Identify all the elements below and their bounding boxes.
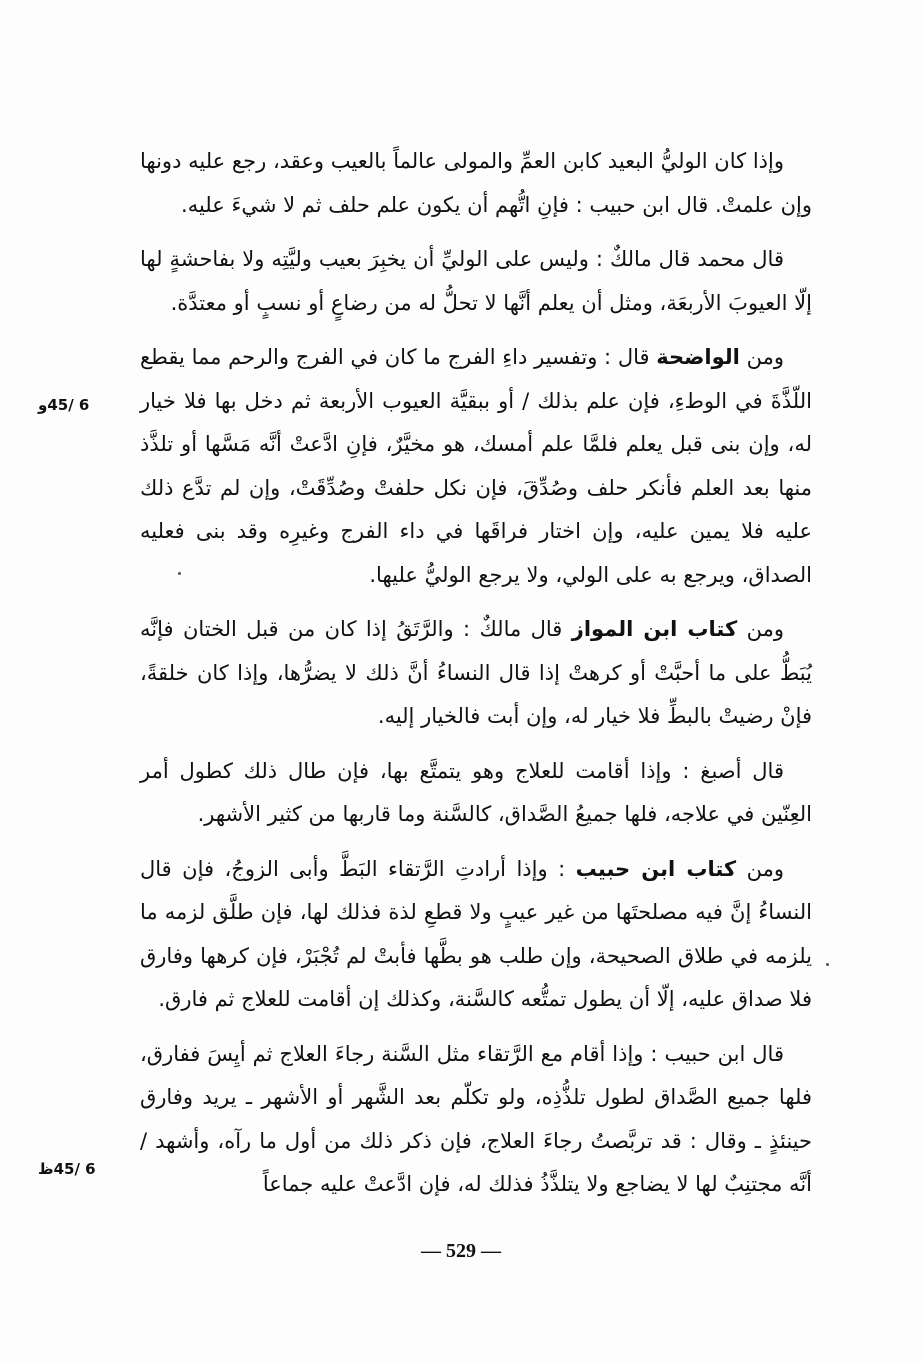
paragraph-5 bbox=[140, 750, 812, 837]
page-number: — 529 — bbox=[421, 1240, 501, 1262]
paragraph-3-text-lead: ومن bbox=[739, 345, 784, 369]
main-text bbox=[140, 140, 812, 1218]
paragraph-6-text-lead: ومن bbox=[736, 856, 784, 881]
paragraph-4 bbox=[140, 608, 812, 739]
scan-speck bbox=[178, 572, 181, 575]
source-title-ibn-al-mawwaz: كتاب ابن المواز bbox=[571, 617, 738, 641]
source-title-wadiha: الواضحة bbox=[656, 345, 740, 369]
paragraph-3-text-body: قال : وتفسير داءِ الفرج ما كان في الفرج والرحم مما يقطع اللّذَّةَ في الوطءِ، فإن علم بذلك / أو ببقيَّة العيوب الأربعة ثم دخل بها فلا خيار له، وإن بنى قبل يعلم فلمَّا علم أمسك، هو مخيَّرٌ، فإنِ ادَّعتْ أنَّه مَسَّها أو تلذَّذ منها بعد العلم فأنكر حلف وصُدِّقَ، فإن نكل حلفتْ وصُدِّقَتْ، وإن لم تدَّع ذلك عليه فلا يمين عليه، وإن اختار فراقَها في داء الفرج وغيرِه وقد بنى فعليه الصداق، ويرجع به على الولي، ولا يرجع الوليُّ عليها. bbox=[140, 345, 812, 587]
paragraph-1 bbox=[140, 140, 812, 227]
paragraph-5-text: قال أصبغ : وإذا أقامت للعلاج وهو يتمتَّع بها، فإن طال ذلك كطول أمر العِنّين في علاجه، فلها جميعُ الصَّداق، كالسَّنة وما قاربها من كثير الأشهر. bbox=[140, 758, 812, 826]
source-title-ibn-habib: كتاب ابن حبيب bbox=[575, 856, 737, 881]
scan-speck bbox=[826, 963, 829, 966]
paragraph-2-text: قال محمد قال مالكٌ : وليس على الوليِّ أن يخبِرَ بعيب وليَّتِه ولا بفاحشةٍ لها إلّا العيوبَ الأربعَة، ومثل أن يعلم أنَّها لا تحلُّ له من رضاعٍ أو نسبٍ أو معتدَّة. bbox=[140, 247, 812, 315]
paragraph-2 bbox=[140, 238, 812, 325]
folio-marker-recto: 6 /45و bbox=[38, 396, 90, 414]
paragraph-4-text-lead: ومن bbox=[737, 617, 784, 641]
paragraph-3 bbox=[140, 336, 812, 597]
paragraph-7 bbox=[140, 1033, 812, 1207]
paragraph-6 bbox=[140, 848, 812, 1022]
paragraph-7-text: قال ابن حبيب : وإذا أقام مع الرَّتقاء مثل السَّنة رجاءَ العلاج ثم أيِسَ ففارق، فلها جميع الصَّداق لطول تلذُّذِه، ولو تكلّم بعد الشَّهر أو الأشهر ـ يريد وفارق حينئذٍ ـ وقال : قد تربَّصتُ رجاءَ العلاج، فإن ذكر ذلك من أول ما رآه، وأشهد / أنَّه مجتنِبٌ لها لا يضاجع ولا يتلذَّذُ فذلك له، فإن ادَّعتْ عليه جماعاً bbox=[140, 1041, 812, 1196]
paragraph-1-text: وإذا كان الوليُّ البعيد كابن العمِّ والمولى عالماً بالعيب وعقد، رجع عليه دونها وإن علمتْ. قال ابن حبيب : فإنِ اتُّهم أن يكون علم حلف ثم لا شيءَ عليه. bbox=[140, 149, 812, 217]
paragraph-6-text-body: : وإذا أرادتِ الرَّتقاء البَطَّ وأبى الزوجُ، فإن قال النساءُ إنَّ فيه مصلحتَها من غير عيبٍ ولا قطعِ لذة فذلك لها، فإن طلَّق لزمه ما يلزمه في طلاق الصحيحة، وإن طلب هو بطَّها فأبتْ لم تُجْبَرْ، فإن كرهها وفارق فلا صداق عليه، إلّا أن يطول تمتُّعه كالسَّنة، وكذلك إن أقامت للعلاج ثم فارق. bbox=[140, 856, 812, 1011]
paragraph-4-text-body: قال مالكٌ : والرَّتَقُ إذا كان من قبل الختان فإنَّه يُبَطُّ على ما أحبَّتْ أو كرهتْ إذا قال النساءُ أنَّ ذلك لا يضرُّها، وإذا كان خلقةً، فإنْ رضيتْ بالبطِّ فلا خيار له، وإن أبت فالخيار إليه. bbox=[140, 617, 812, 728]
folio-marker-verso: 6 /45ظ bbox=[38, 1160, 96, 1178]
